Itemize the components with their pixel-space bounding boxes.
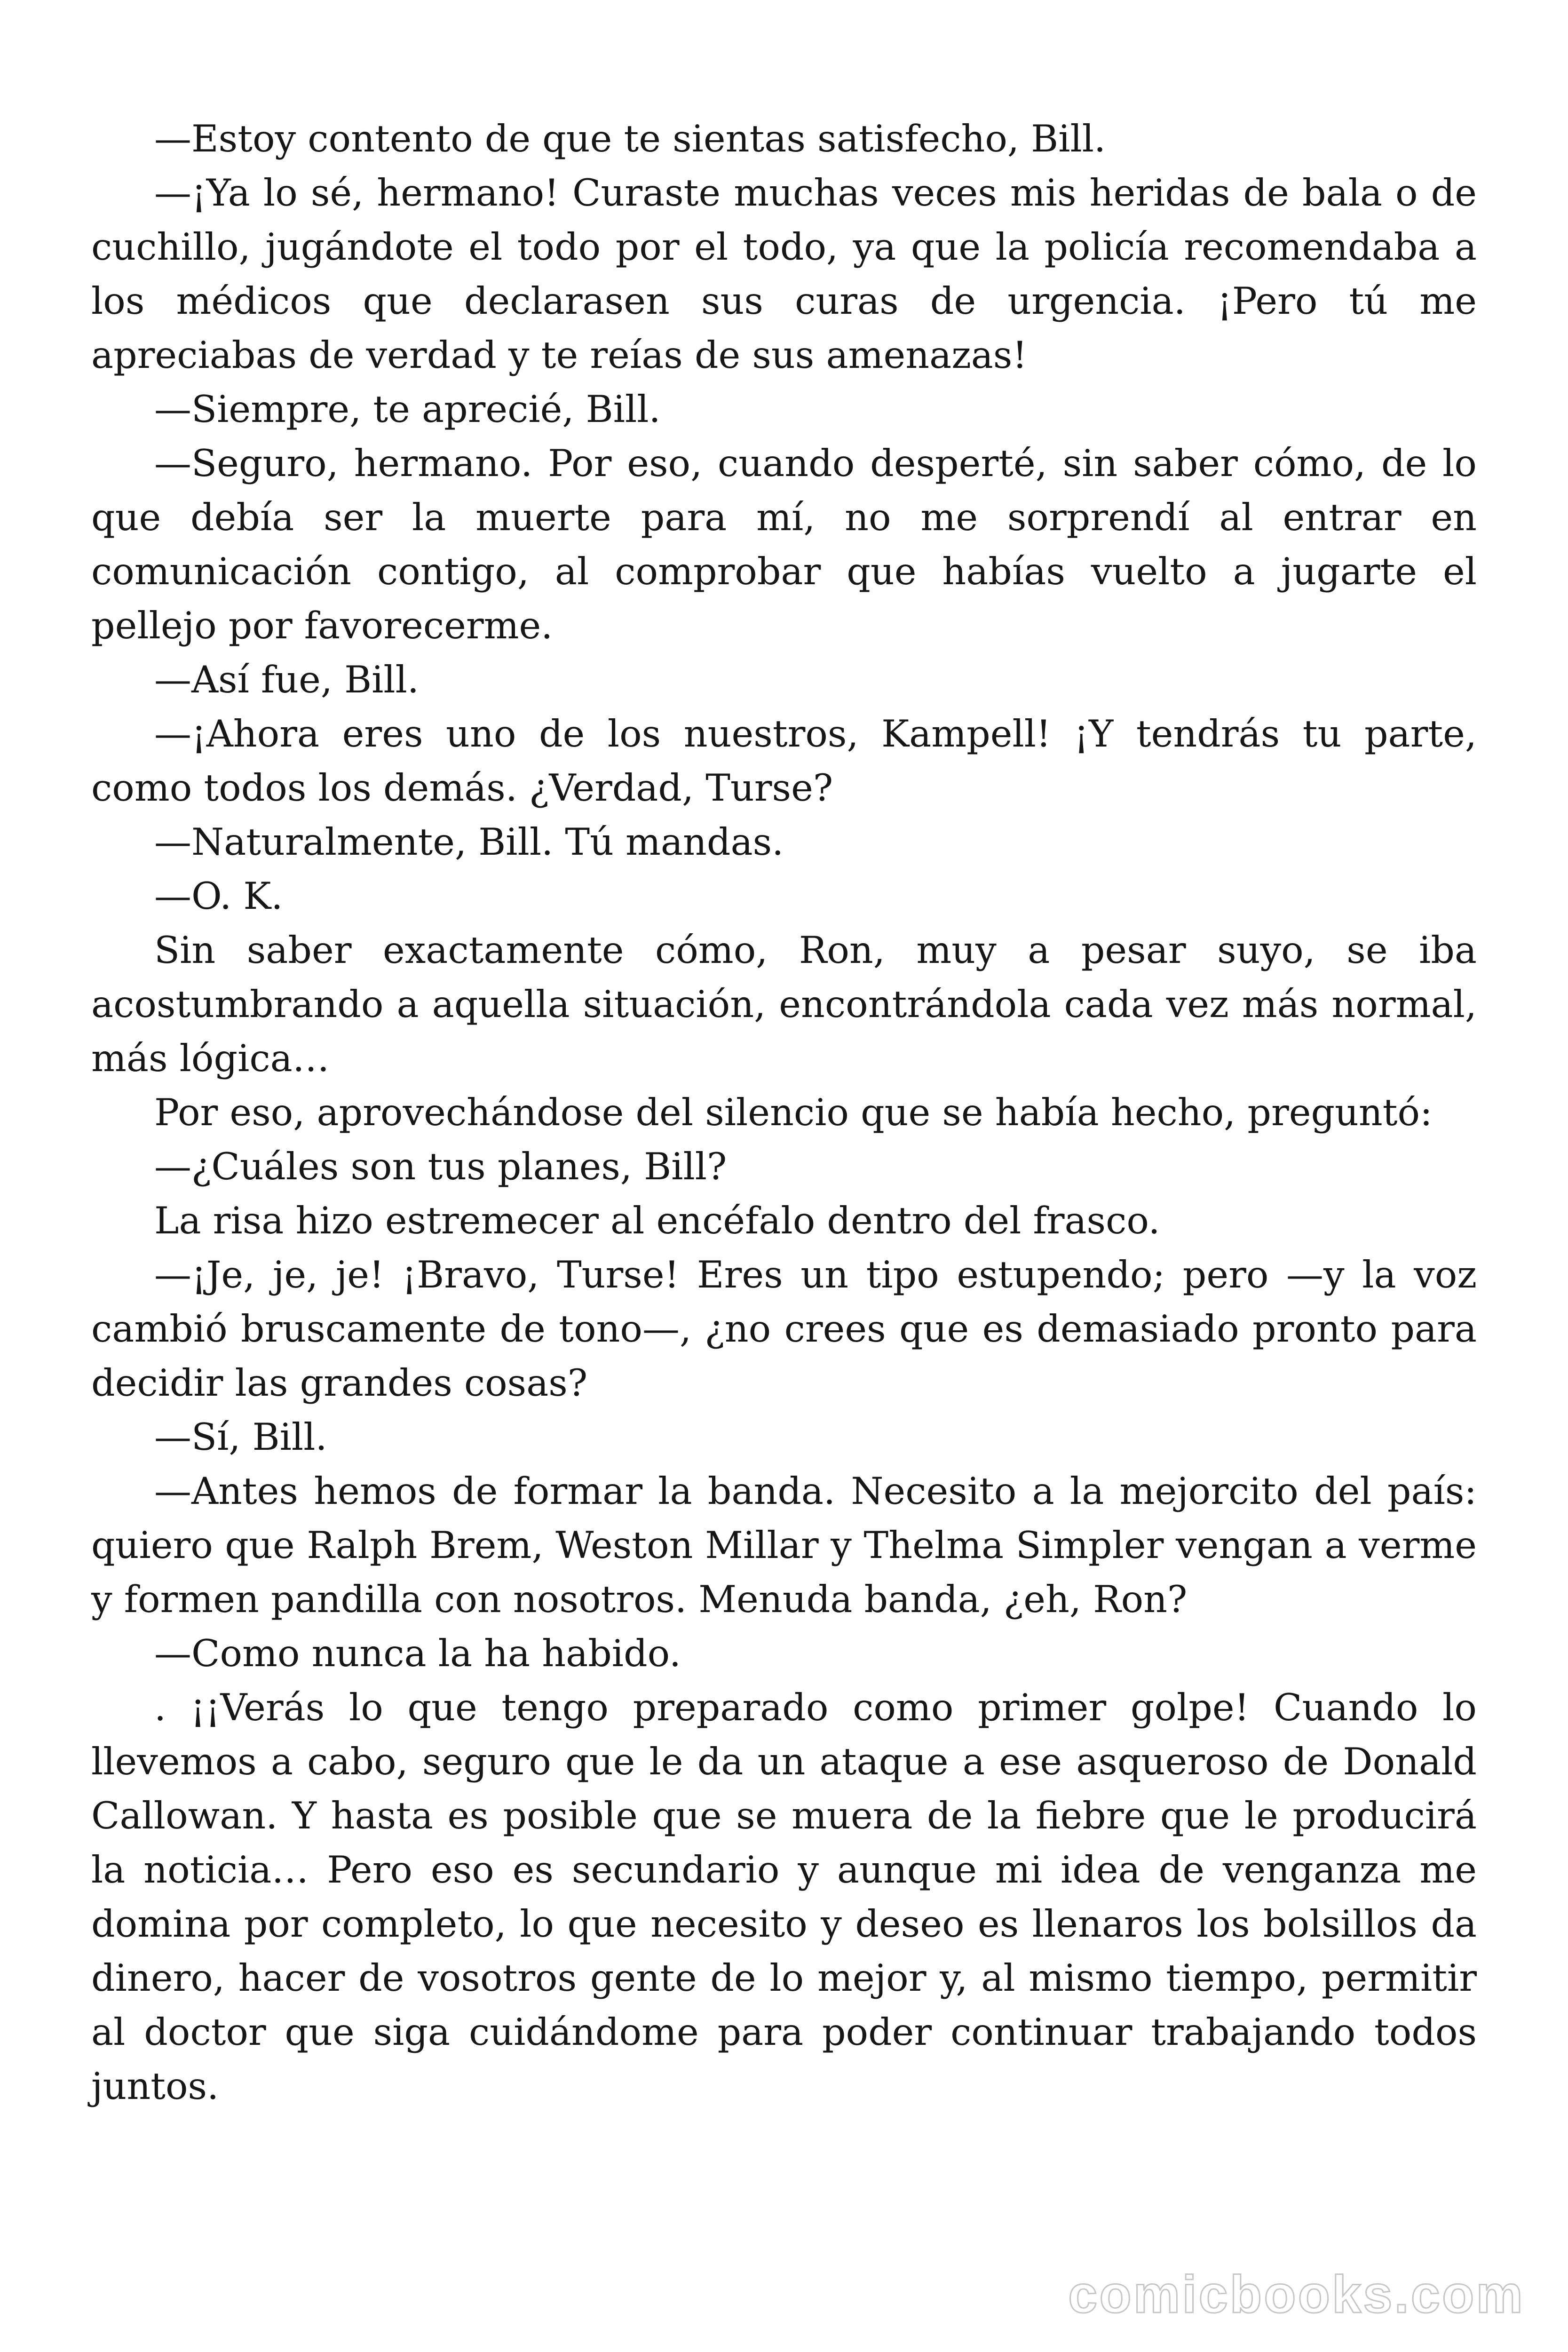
paragraph: —Como nunca la ha habido. (154, 1632, 681, 1675)
paragraph: —Seguro, hermano. Por eso, cuando desperté, sin saber cómo, de lo que debía ser la muerte para mí, no me sorprendí al entrar en comunicación contigo, al comprobar que habías vuelto a jugarte el pellejo por favorecerme. (91, 442, 1477, 647)
paragraph: —Sí, Bill. (154, 1415, 327, 1459)
watermark: comicbooks.com (1068, 2265, 1525, 2324)
paragraph: —Naturalmente, Bill. Tú mandas. (154, 820, 784, 864)
paragraph: —Antes hemos de formar la banda. Necesito a la mejorcito del país: quiero que Ralph Brem, Weston Millar y Thelma Simpler vengan a verme y formen pandilla con nosotros. Menuda banda, ¿eh, Ron? (91, 1470, 1477, 1621)
paragraph: —¡Ahora eres uno de los nuestros, Kampell! ¡Y tendrás tu parte, como todos los demás. ¿Verdad, Turse? (91, 712, 1477, 810)
paragraph: —O. K. (154, 874, 283, 918)
paragraph: La risa hizo estremecer al encéfalo dentro del frasco. (154, 1199, 1160, 1242)
paragraph: —¡Ya lo sé, hermano! Curaste muchas veces mis heridas de bala o de cuchillo, jugándote el todo por el todo, ya que la policía recomendaba a los médicos que declarasen sus curas de urgencia. ¡Pero tú me apreciabas de verdad y te reías de sus amenazas! (91, 171, 1477, 377)
paragraph: Sin saber exactamente cómo, Ron, muy a pesar suyo, se iba acostumbrando a aquella situación, encontrándola cada vez más normal, más lógica… (91, 929, 1477, 1080)
paragraph: —Siempre, te aprecié, Bill. (154, 388, 661, 431)
paragraph: —¡Je, je, je! ¡Bravo, Turse! Eres un tipo estupendo; pero —y la voz cambió bruscamente de tono—, ¿no crees que es demasiado pronto para decidir las grandes cosas? (91, 1253, 1477, 1405)
paragraph: —Estoy contento de que te sientas satisfecho, Bill. (154, 117, 1106, 160)
paragraph: —Así fue, Bill. (154, 658, 420, 701)
paragraph: —¿Cuáles son tus planes, Bill? (154, 1145, 727, 1188)
page-body (91, 112, 1477, 2114)
paragraph: . ¡¡Verás lo que tengo preparado como primer golpe! Cuando lo llevemos a cabo, seguro que le da un ataque a ese asqueroso de Donald Callowan. Y hasta es posible que se muera de la fiebre que le producirá la noticia… Pero eso es secundario y aunque mi idea de venganza me domina por completo, lo que necesito y deseo es llenaros los bolsillos da dinero, hacer de vosotros gente de lo mejor y, al mismo tiempo, permitir al doctor que siga cuidándome para poder continuar trabajando todos juntos. (91, 1686, 1477, 2108)
paragraph: Por eso, aprovechándose del silencio que se había hecho, preguntó: (154, 1091, 1433, 1134)
